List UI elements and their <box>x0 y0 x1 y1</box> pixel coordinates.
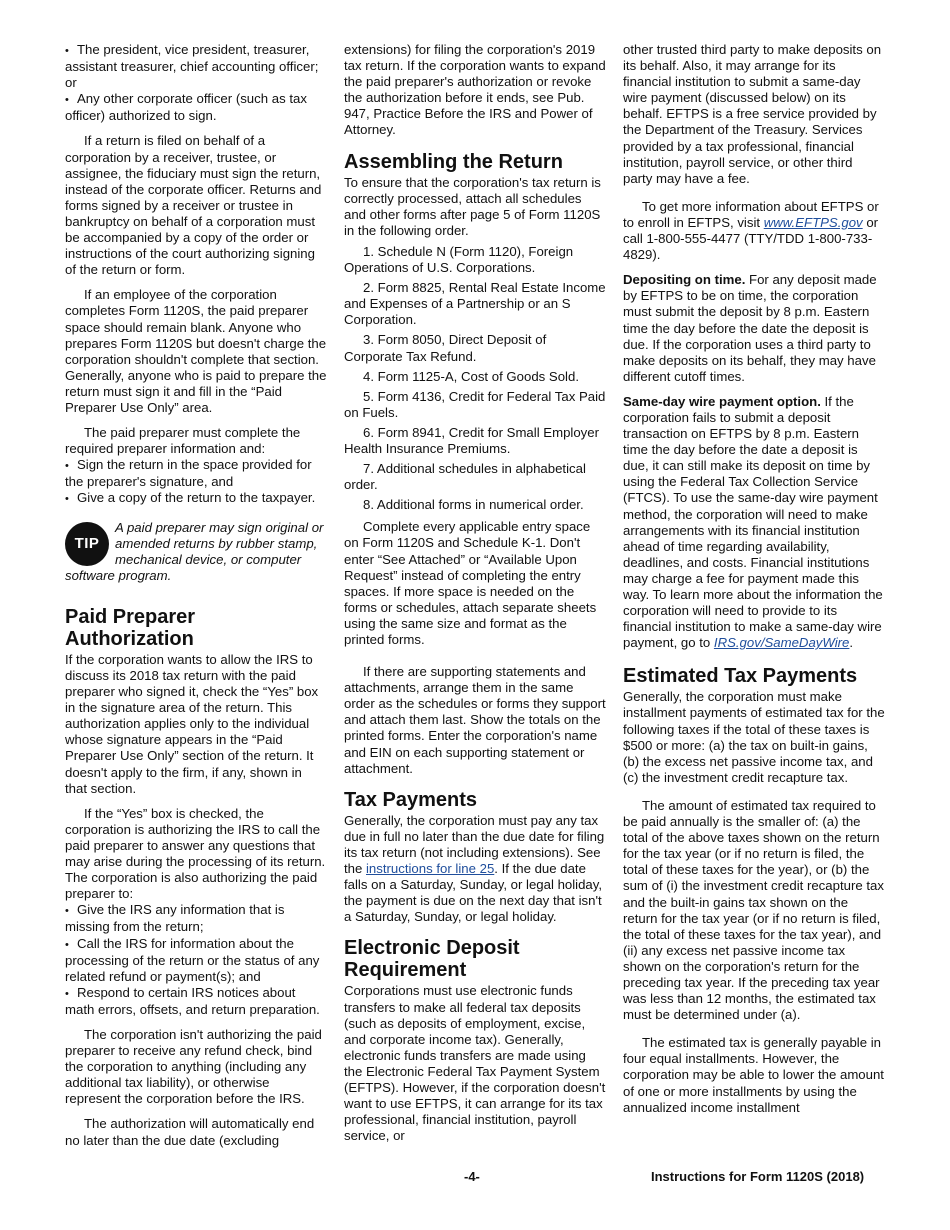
paragraph: If an employee of the corporation completes Form 1120S, the paid preparer space should remain blank. Anyone who prepares Form 1120S but doesn't charge the corporation shouldn't complete that section. Generally, anyone who is paid to prepare the return must sign it and fill in the “Paid Preparer Use Only” area. <box>65 287 327 415</box>
run-in-heading-same-day-wire: Same-day wire payment option. <box>623 393 821 409</box>
list-item: 3. Form 8050, Direct Deposit of Corporate Tax Refund. <box>344 332 547 364</box>
list-item: 6. Form 8941, Credit for Small Employer Health Insurance Premiums. <box>344 424 599 456</box>
list-item: 8. Additional forms in numerical order. <box>363 497 584 513</box>
column-middle <box>344 42 606 1153</box>
page-number: -4- <box>464 1169 480 1184</box>
paragraph: The corporation isn't authorizing the paid preparer to receive any refund check, bind the corporation to anything (including any additional tax liability), or otherwise represent the corporation before the IRS. <box>65 1026 322 1107</box>
paragraph <box>623 272 885 385</box>
same-day-wire-link[interactable]: IRS.gov/SameDayWire <box>713 635 850 651</box>
tip-note <box>65 520 327 584</box>
paragraph-text: . <box>849 635 854 651</box>
paragraph: If a return is filed on behalf of a corporation by a receiver, trustee, or assignee, the fiduciary must sign the return, instead of the corporate officer. Returns and forms signed by a receiver or trustee in bankruptcy on behalf of a corporation must be accompanied by a copy of the order or instructions of the court authorizing signing of the return or form. <box>65 133 322 278</box>
paragraph-text: If the corporation fails to submit a deposit transaction on EFTPS by 8 p.m. Eastern time the day before the date a deposit is due, it can still make its deposit on time by using the Federal Tax Collection Service (FTCS). To use the same-day wire payment method, the corporation will need to make arrangements with its financial institution ahead of time regarding availability, deadlines, and costs. Financial institutions may charge a fee for payment made this way. To learn more about the information the corporation will need to provide to its financial institution to make a same-day wire payment, go to <box>623 393 883 651</box>
paragraph-text: For any deposit made by EFTPS to be on time, the corporation must submit the deposit by 8 p.m. Eastern time the day before the date the deposit is due. If the corporation uses a third party to make deposits on its behalf, they may have different cutoff times. <box>623 272 877 384</box>
paragraph-text: . If the due date falls on a Saturday, Sunday, or legal holiday, the payment is due on the next day that isn't a Saturday, Sunday, or legal holiday. <box>344 861 603 925</box>
paragraph: If the corporation wants to allow the IRS to discuss its 2018 tax return with the paid preparer who signed it, check the “Yes” box in the signature area of the return. This authorization applies only to the individual whose signature appears in the “Paid Preparer Use Only” section of the return. It doesn't apply to the firm, if any, shown in that section. <box>65 651 319 796</box>
paragraph: If there are supporting statements and attachments, arrange them in the same order as the schedules or forms they support and attach them last. Show the totals on the printed forms. Enter the corporation's name and EIN on each supporting statement or attachment. <box>344 664 606 776</box>
bullet-item: • Give a copy of the return to the taxpayer. <box>65 490 327 507</box>
bullet-item: • Call the IRS for information about the processing of the return or the status of any related refund or payment(s); and <box>65 936 327 985</box>
bullet-item: • Respond to certain IRS notices about math errors, offsets, and return preparation. <box>65 985 327 1018</box>
run-in-heading-depositing-on-time: Depositing on time. <box>623 272 746 288</box>
instructions-line-25-link[interactable]: instructions for line 25 <box>366 861 495 877</box>
list-item: 4. Form 1125-A, Cost of Goods Sold. <box>363 368 579 384</box>
paragraph <box>344 813 606 926</box>
paragraph: Generally, the corporation must make installment payments of estimated tax for the following taxes if the total of these taxes is $500 or more: (a) the tax on built-in gains, (b) the excess net passive income tax, and (c) the investment credit recapture tax. <box>623 689 885 785</box>
paragraph: If the “Yes” box is checked, the corporation is authorizing the IRS to call the paid preparer to answer any questions that may arise during the processing of its return. The corporation is also authorizing the paid preparer to: <box>65 805 326 902</box>
eftps-link[interactable]: www.EFTPS.gov <box>763 214 863 230</box>
paragraph-text: Generally, the corporation must pay any tax due in full no later than the due date for filing its tax return (not including extensions). See the <box>344 812 605 877</box>
paragraph: The amount of estimated tax required to be paid annually is the smaller of: (a) the total of the above taxes shown on the return for the tax year (or if no return is filed, the total of these taxes for the year), or (b) the sum of (i) the investment credit recapture tax and the built-in gains tax shown on the return for the tax year (or if no return is filed, the total of these taxes for the tax year), and (ii) any excess net passive income tax shown on the corporation's return for the preceding tax year. If the preceding tax year was less than 12 months, the estimated tax must be determined under (a). <box>623 797 884 1023</box>
section-heading-electronic-deposit-requirement: Electronic Deposit Requirement <box>344 937 520 982</box>
paragraph: To ensure that the corporation's tax return is correctly processed, attach all schedules and other forms after page 5 of Form 1120S in the following order. <box>344 174 601 238</box>
tip-icon: TIP <box>65 522 109 566</box>
paragraph: The authorization will automatically end no later than the due date (excluding <box>65 1116 315 1148</box>
paragraph <box>623 394 885 652</box>
bullet-item: • The president, vice president, treasurer, assistant treasurer, chief accounting officer; or <box>65 42 327 91</box>
paragraph: other trusted third party to make deposits on its behalf. Also, it may arrange for its financial institution to submit a same-day wire payment (discussed below) on its behalf. EFTPS is a free service provided by the Department of the Treasury. Services provided by a tax professional, financial institution, payroll service, or other third party may have a fee. <box>623 42 882 186</box>
paragraph-text: To get more information about EFTPS or to enroll in EFTPS, visit <box>623 198 879 230</box>
paragraph: The paid preparer must complete the required preparer information and: <box>65 425 301 457</box>
paragraph: Complete every applicable entry space on Form 1120S and Schedule K-1. Don't enter “See Attached” or “Available Upon Request” instead of completing the entry spaces. If more space is needed on the forms or schedules, attach separate sheets using the same size and format as the printed forms. <box>344 519 597 647</box>
column-right <box>623 42 885 1125</box>
section-heading-assembling-the-return: Assembling the Return <box>344 150 563 173</box>
section-heading-estimated-tax-payments: Estimated Tax Payments <box>623 665 858 688</box>
column-left <box>65 42 327 1158</box>
tip-text: A paid preparer may sign original or amended returns by rubber stamp, mechanical device, or computer software program. <box>65 519 324 583</box>
bullet-item: • Any other corporate officer (such as tax officer) authorized to sign. <box>65 91 327 124</box>
bullet-item: • Sign the return in the space provided for the preparer's signature, and <box>65 457 327 490</box>
paragraph: Corporations must use electronic funds transfers to make all federal tax deposits (such as deposits of employment, excise, and corporate income tax). Generally, electronic funds transfers are made using the Electronic Federal Tax Payment System (EFTPS). However, if the corporation doesn't want to use EFTPS, it can arrange for its tax professional, financial institution, payroll service, or <box>344 983 606 1144</box>
paragraph-text: or call 1-800-555-4477 (TTY/TDD 1-800-733-4829). <box>623 214 879 263</box>
list-item: 1. Schedule N (Form 1120), Foreign Operations of U.S. Corporations. <box>344 243 574 276</box>
paragraph: The estimated tax is generally payable in four equal installments. However, the corporation may be able to lower the amount of one or more installments by using the annualized income installment <box>623 1035 884 1115</box>
list-item: 7. Additional schedules in alphabetical order. <box>344 461 586 493</box>
paragraph: extensions) for filing the corporation's 2019 tax return. If the corporation wants to expand the paid preparer's authorization or revoke the authorization before it ends, see Pub. 947, Practice Before the IRS and Power of Attorney. <box>344 42 606 138</box>
section-heading-tax-payments: Tax Payments <box>344 788 478 811</box>
bullet-item: • Give the IRS any information that is missing from the return; <box>65 902 327 935</box>
list-item: 2. Form 8825, Rental Real Estate Income and Expenses of a Partnership or an S Corporation. <box>344 280 606 328</box>
section-heading-paid-preparer-authorization: Paid Preparer Authorization <box>65 605 196 650</box>
list-item: 5. Form 4136, Credit for Federal Tax Paid on Fuels. <box>344 388 606 420</box>
paragraph <box>623 199 885 263</box>
form-title-footer: Instructions for Form 1120S (2018) <box>651 1169 865 1184</box>
